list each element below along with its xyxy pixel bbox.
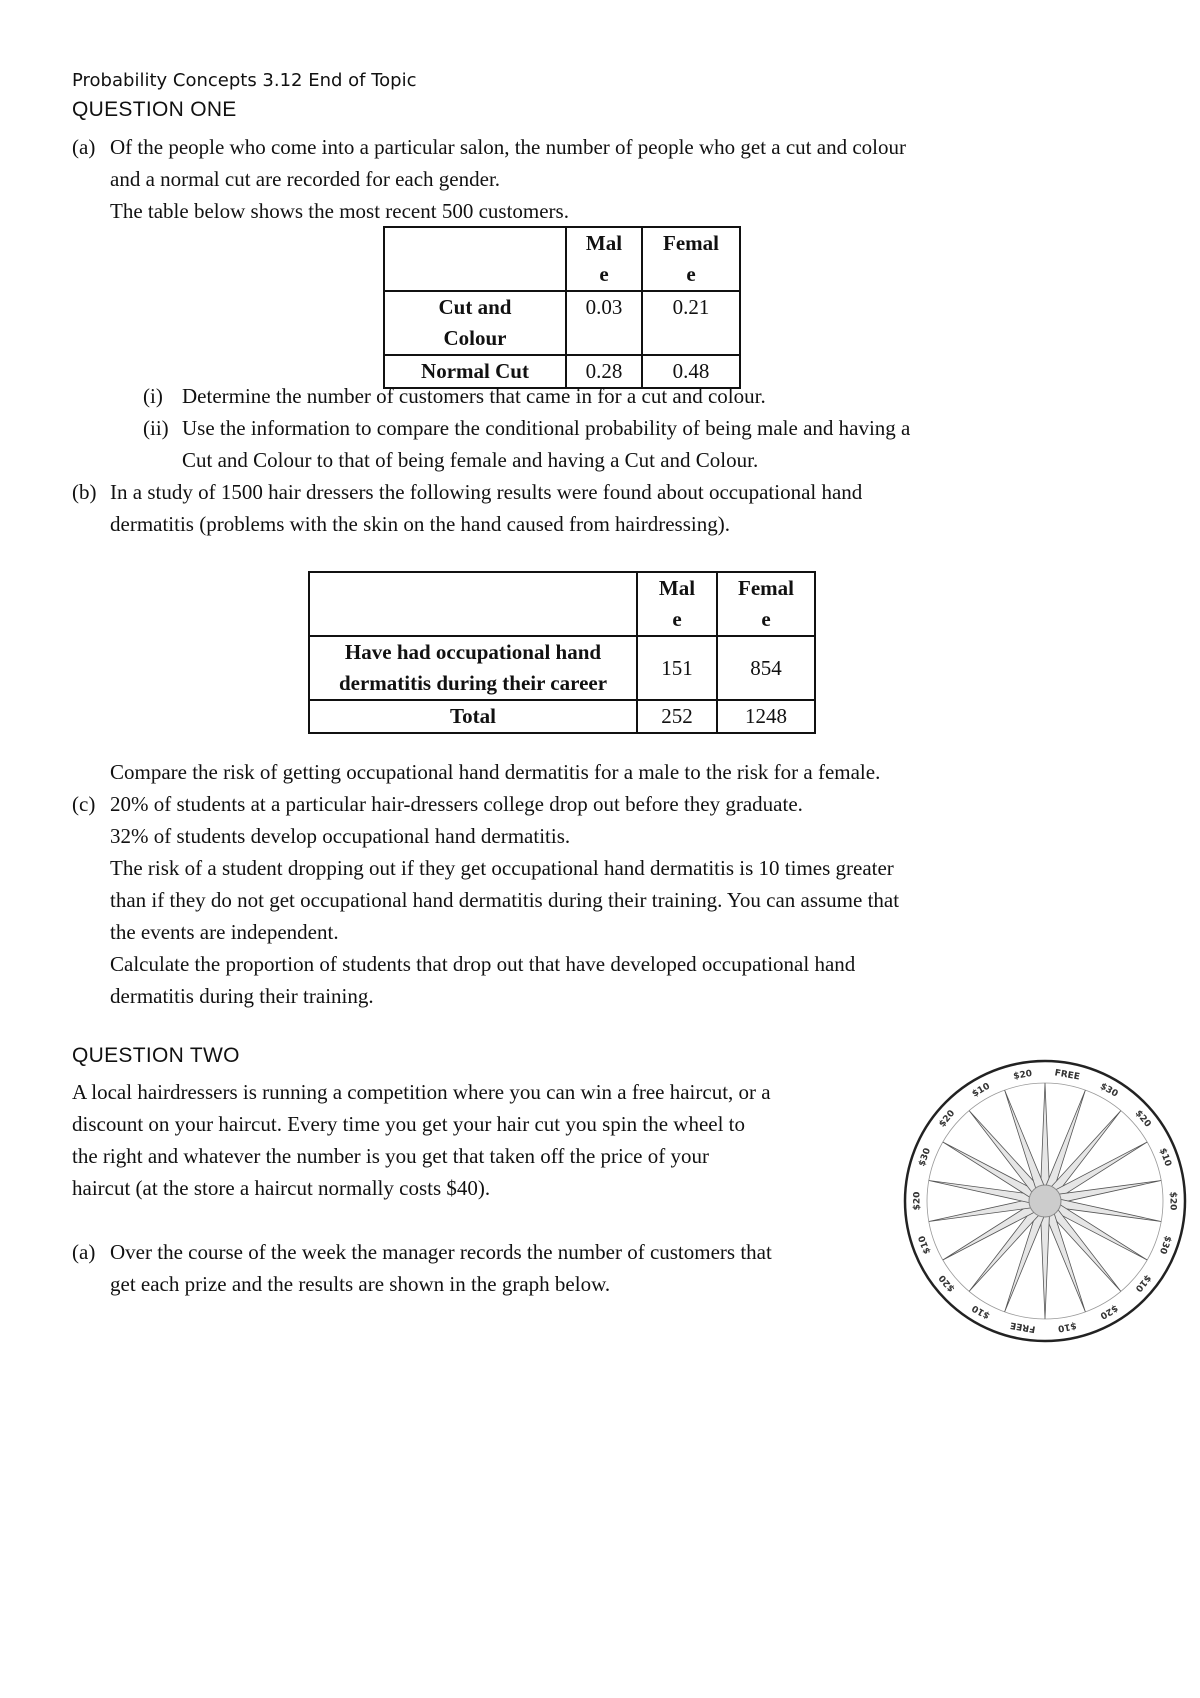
- q1c-line-3: The risk of a student dropping out if they get occupational hand dermatitis is 10 times greater: [110, 856, 894, 880]
- wheel-prize-label: $10: [1156, 1146, 1173, 1168]
- q1a-i-text: Determine the number of customers that came in for a cut and colour.: [182, 384, 766, 408]
- wheel-prize-label: $20: [937, 1272, 958, 1294]
- q1b-line-1: In a study of 1500 hair dressers the following results were found about occupational hand: [110, 480, 863, 504]
- total-female-value: 1248: [717, 700, 815, 733]
- cut-and-colour-label: [384, 291, 566, 355]
- q1a-label: (a): [72, 135, 96, 159]
- wheel-prize-label: $20: [1167, 1191, 1178, 1211]
- prize-wheel: [900, 1056, 1190, 1346]
- male-header: [637, 572, 717, 636]
- dermatitis-female-value: 854: [717, 636, 815, 700]
- female-header: [717, 572, 815, 636]
- cut-colour-male-value: 0.03: [566, 291, 642, 355]
- q2-line-1: A local hairdressers is running a competition where you can win a free haircut, or a: [72, 1080, 771, 1104]
- normal-cut-label: Normal Cut: [384, 355, 566, 388]
- male-header-part1: Mal: [658, 576, 696, 600]
- male-header-part2: e: [599, 262, 609, 286]
- male-header-part2: e: [672, 607, 682, 631]
- q1c-line-4: than if they do not get occupational hand dermatitis during their training. You can assume that: [110, 888, 900, 912]
- wheel-prize-label: $20: [1132, 1108, 1153, 1130]
- cut-and-colour-label-part1: Cut and: [438, 295, 512, 319]
- female-header-part2: e: [686, 262, 696, 286]
- female-header-part1: Femal: [738, 576, 794, 600]
- table-corner-cell: [384, 227, 566, 291]
- table-corner-cell: [309, 572, 637, 636]
- table-row: [384, 291, 740, 355]
- q2a-line-2: get each prize and the results are shown in the graph below.: [110, 1272, 611, 1296]
- q1a-ii-label: (ii): [143, 416, 169, 440]
- wheel-prize-label: $30: [1098, 1081, 1120, 1100]
- female-header-part1: Femal: [663, 231, 719, 255]
- wheel-prize-label: $30: [1156, 1234, 1173, 1256]
- normal-cut-male-value: 0.28: [566, 355, 642, 388]
- wheel-prize-label: $30: [917, 1146, 934, 1168]
- q1a-i-label: (i): [143, 384, 163, 408]
- salon-table: [383, 226, 741, 389]
- dermatitis-row-label-part2: dermatitis during their career: [338, 671, 608, 695]
- q1a-ii-line-1: Use the information to compare the conditional probability of being male and having a: [182, 416, 911, 440]
- wheel-prize-label: FREE: [1053, 1068, 1081, 1083]
- table-row: [384, 227, 740, 291]
- q1a-line-2: and a normal cut are recorded for each gender.: [110, 167, 501, 191]
- q1c-line-6: Calculate the proportion of students that drop out that have developed occupational hand: [110, 952, 856, 976]
- wheel-prize-label: $10: [970, 1302, 992, 1321]
- q2-line-2: discount on your haircut. Every time you get your hair cut you spin the wheel to: [72, 1112, 746, 1136]
- question-two-title: QUESTION TWO: [72, 1044, 240, 1067]
- total-male-value: 252: [637, 700, 717, 733]
- dermatitis-row-label: [309, 636, 637, 700]
- q1b-line-2: dermatitis (problems with the skin on the hand caused from hairdressing).: [110, 512, 730, 536]
- female-header: [642, 227, 740, 291]
- q2a-label: (a): [72, 1240, 96, 1264]
- wheel-hub: [1029, 1185, 1061, 1217]
- cut-and-colour-label-part2: Colour: [443, 326, 507, 350]
- female-header-part2: e: [761, 607, 771, 631]
- q1c-line-7: dermatitis during their training.: [110, 984, 374, 1008]
- q1c-line-1: 20% of students at a particular hair-dressers college drop out before they graduate.: [110, 792, 803, 816]
- q1a-line-1: Of the people who come into a particular salon, the number of people who get a cut and colour: [110, 135, 906, 159]
- wheel-prize-label: $20: [937, 1108, 958, 1130]
- table-row: [309, 572, 815, 636]
- q1b-after-text: Compare the risk of getting occupational hand dermatitis for a male to the risk for a female.: [110, 760, 881, 784]
- q1c-label: (c): [72, 792, 96, 816]
- wheel-prize-label: $10: [970, 1081, 992, 1100]
- normal-cut-female-value: 0.48: [642, 355, 740, 388]
- q1c-line-5: the events are independent.: [110, 920, 339, 944]
- wheel-prize-label: $20: [1098, 1302, 1120, 1321]
- dermatitis-table: [308, 571, 816, 734]
- q1a-line-3: The table below shows the most recent 500 customers.: [110, 199, 569, 223]
- q1b-label: (b): [72, 480, 97, 504]
- wheel-prize-label: $10: [1057, 1320, 1078, 1334]
- q1a-ii-line-2: Cut and Colour to that of being female and having a Cut and Colour.: [182, 448, 759, 472]
- table-row: [309, 636, 815, 700]
- wheel-prize-label: $20: [912, 1191, 923, 1211]
- dermatitis-male-value: 151: [637, 636, 717, 700]
- male-header: [566, 227, 642, 291]
- q2a-line-1: Over the course of the week the manager records the number of customers that: [110, 1240, 772, 1264]
- q2-line-3: the right and whatever the number is you get that taken off the price of your: [72, 1144, 709, 1168]
- question-one-title: QUESTION ONE: [72, 98, 237, 121]
- document-header: Probability Concepts 3.12 End of Topic: [72, 70, 417, 91]
- q1c-line-2: 32% of students develop occupational hand dermatitis.: [110, 824, 571, 848]
- male-header-part1: Mal: [585, 231, 623, 255]
- wheel-prize-label: $10: [917, 1234, 934, 1256]
- wheel-prize-label: $20: [1012, 1068, 1033, 1082]
- total-row-label: Total: [309, 700, 637, 733]
- dermatitis-row-label-part1: Have had occupational hand: [344, 640, 602, 664]
- wheel-prize-label: $10: [1132, 1272, 1153, 1294]
- wheel-prize-label: FREE: [1009, 1319, 1037, 1334]
- cut-colour-female-value: 0.21: [642, 291, 740, 355]
- table-row: [309, 700, 815, 733]
- q2-line-4: haircut (at the store a haircut normally costs $40).: [72, 1176, 491, 1200]
